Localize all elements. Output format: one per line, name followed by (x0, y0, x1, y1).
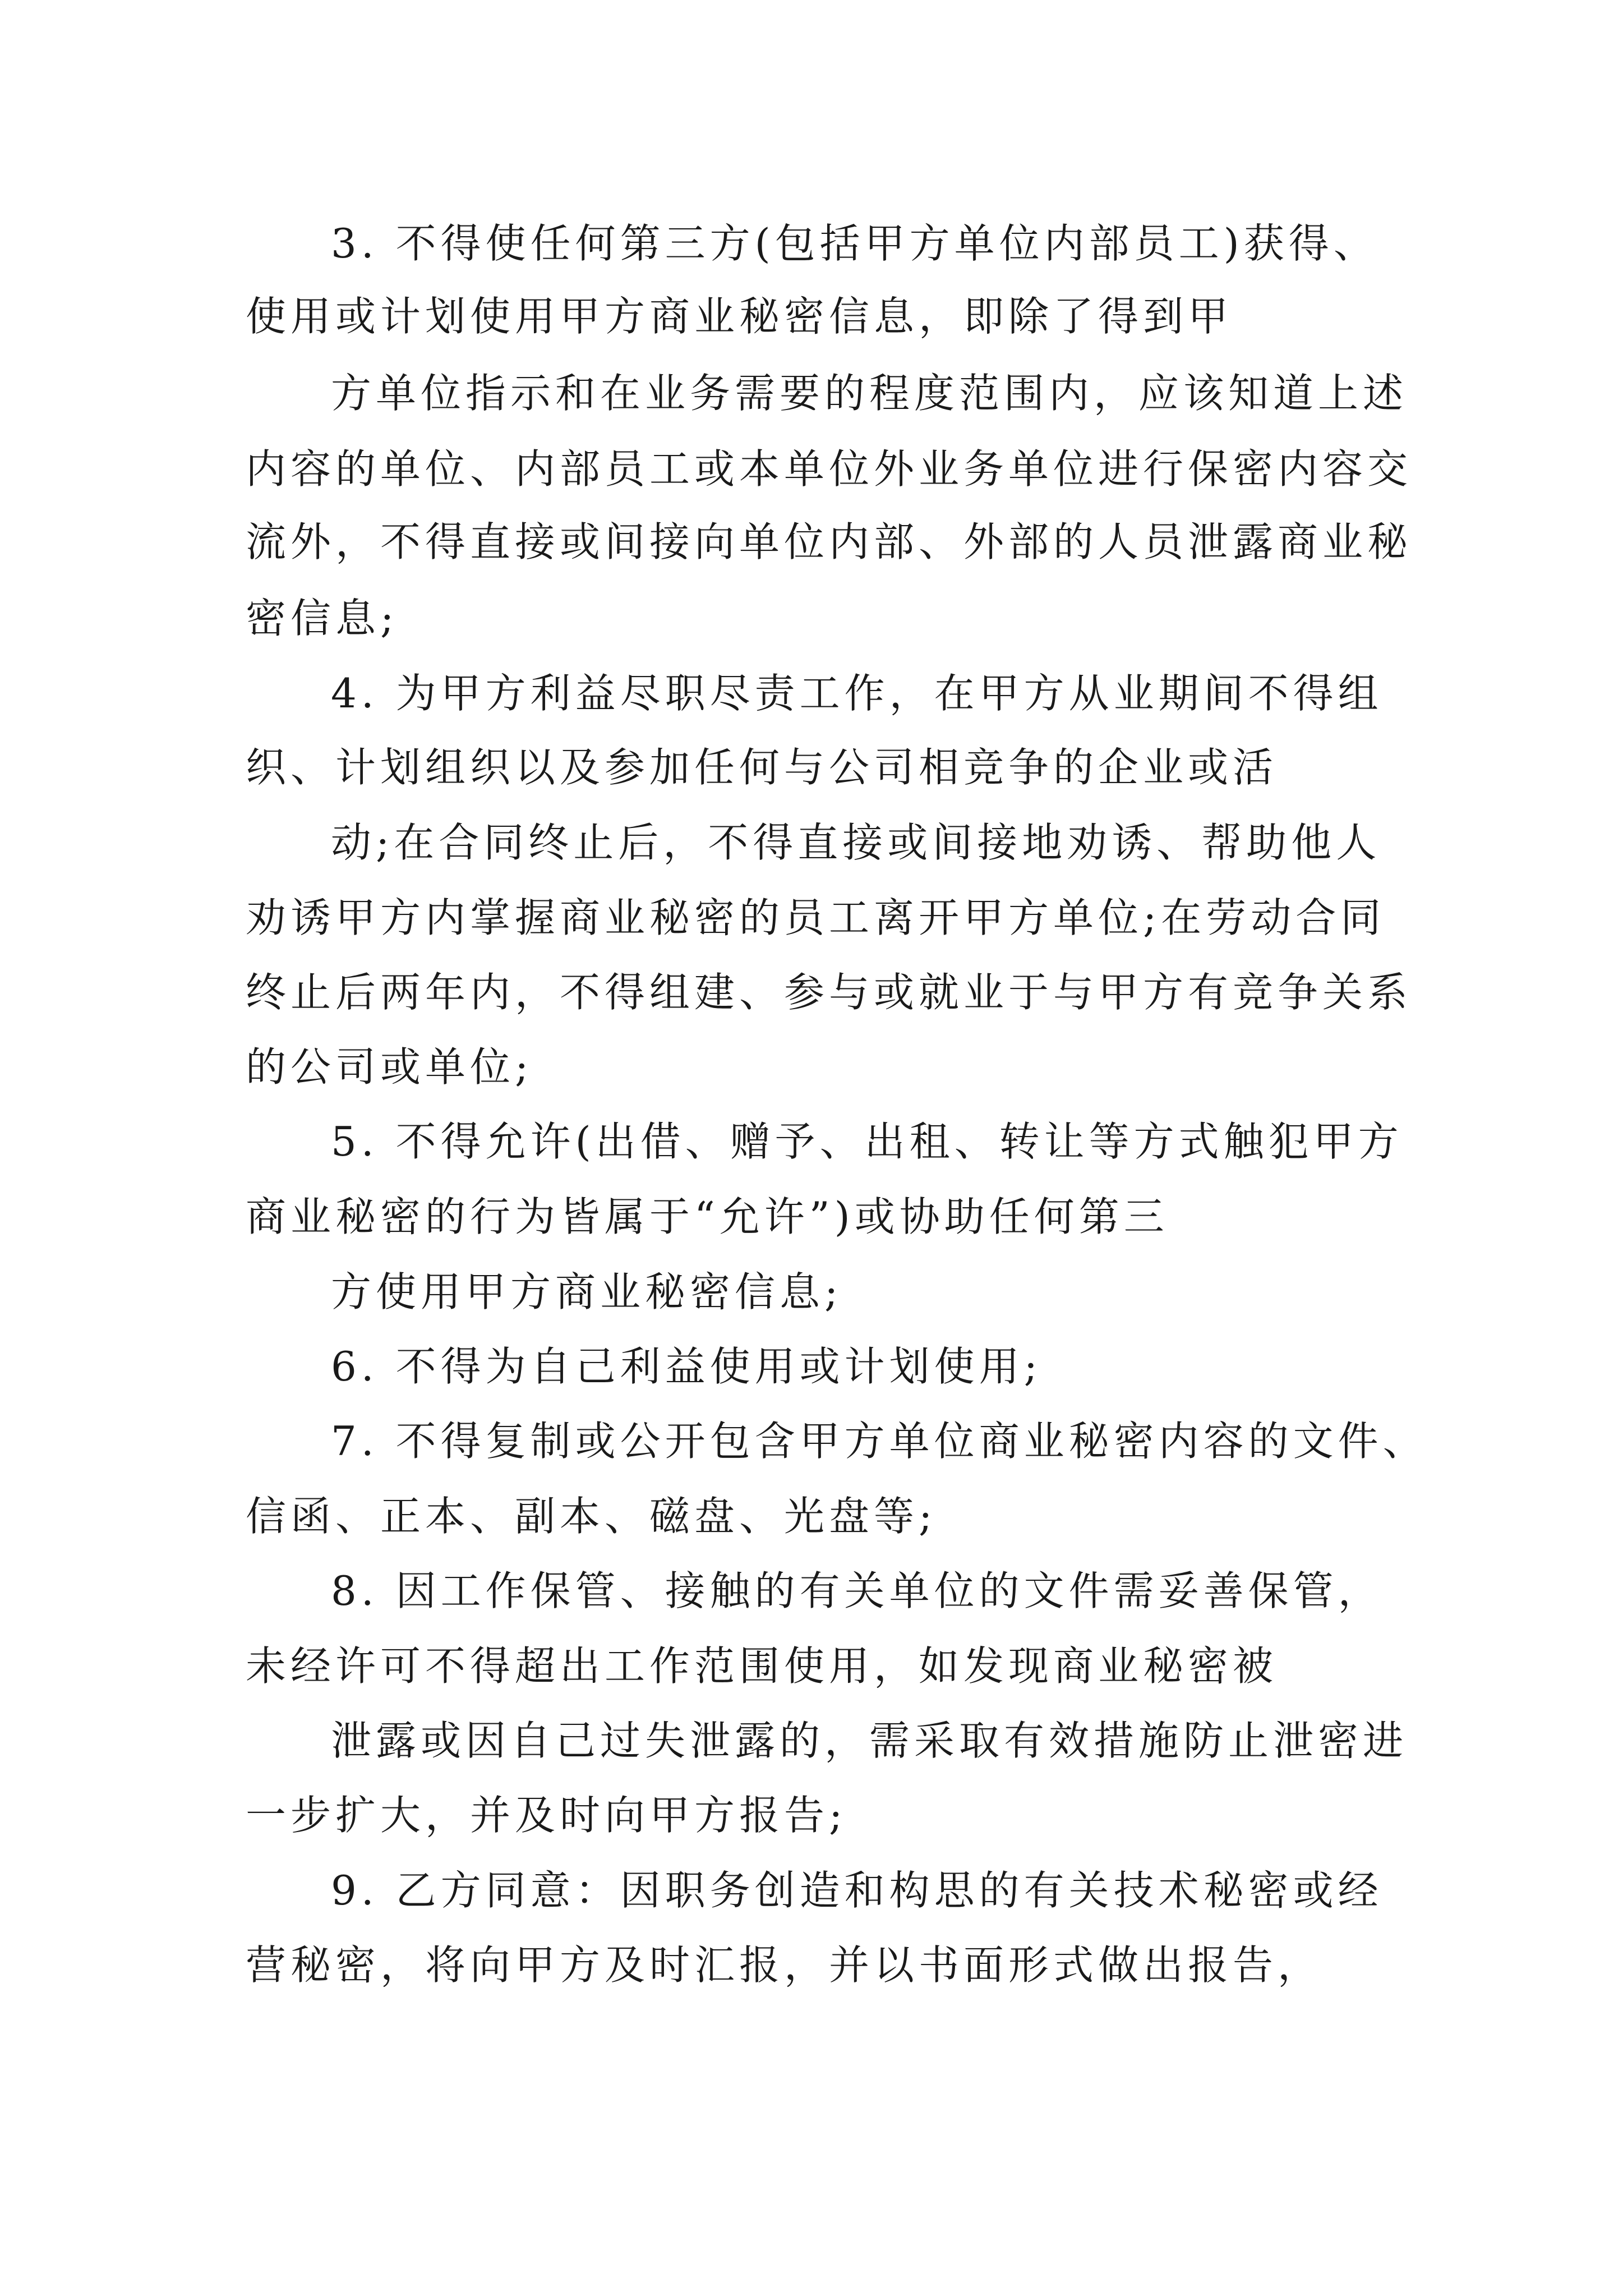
text-line: 动;在合同终止后，不得直接或间接地劝诱、帮助他人 (331, 819, 1381, 866)
text-line: 8. 因工作保管、接触的有关单位的文件需妥善保管， (331, 1567, 1383, 1614)
text-line: 营秘密，将向甲方及时汇报，并以书面形式做出报告， (246, 1941, 1323, 1989)
text-line: 密信息; (246, 595, 399, 642)
text-line: 商业秘密的行为皆属于“允许”)或协助任何第三 (246, 1193, 1169, 1240)
text-line: 流外，不得直接或间接向单位内部、外部的人员泄露商业秘 (246, 518, 1413, 565)
text-line: 的公司或单位; (246, 1043, 533, 1091)
text-line: 一步扩大，并及时向甲方报告; (246, 1792, 847, 1839)
text-line: 方使用甲方商业秘密信息; (331, 1268, 843, 1315)
text-line: 3. 不得使任何第三方(包括甲方单位内部员工)获得、 (331, 220, 1378, 267)
text-line: 劝诱甲方内掌握商业秘密的员工离开甲方单位;在劳动合同 (246, 894, 1386, 941)
text-line: 终止后两年内，不得组建、参与或就业于与甲方有竞争关系 (246, 969, 1413, 1016)
text-line: 信函、正本、副本、磁盘、光盘等; (246, 1493, 937, 1540)
text-line: 内容的单位、内部员工或本单位外业务单位进行保密内容交 (246, 445, 1413, 493)
text-line: 泄露或因自己过失泄露的，需采取有效措施防止泄密进 (331, 1717, 1408, 1764)
text-line: 7. 不得复制或公开包含甲方单位商业秘密内容的文件、 (331, 1418, 1428, 1465)
text-line: 使用或计划使用甲方商业秘密信息，即除了得到甲 (246, 293, 1233, 340)
text-line: 4. 为甲方利益尽职尽责工作，在甲方从业期间不得组 (331, 670, 1383, 717)
text-line: 5. 不得允许(出借、赠予、出租、转让等方式触犯甲方 (331, 1118, 1403, 1165)
text-line: 6. 不得为自己利益使用或计划使用; (331, 1343, 1042, 1390)
text-line: 织、计划组织以及参加任何与公司相竞争的企业或活 (246, 744, 1278, 791)
text-line: 未经许可不得超出工作范围使用，如发现商业秘密被 (246, 1642, 1278, 1690)
text-line: 9. 乙方同意：因职务创造和构思的有关技术秘密或经 (331, 1867, 1383, 1914)
text-line: 方单位指示和在业务需要的程度范围内，应该知道上述 (331, 370, 1408, 417)
